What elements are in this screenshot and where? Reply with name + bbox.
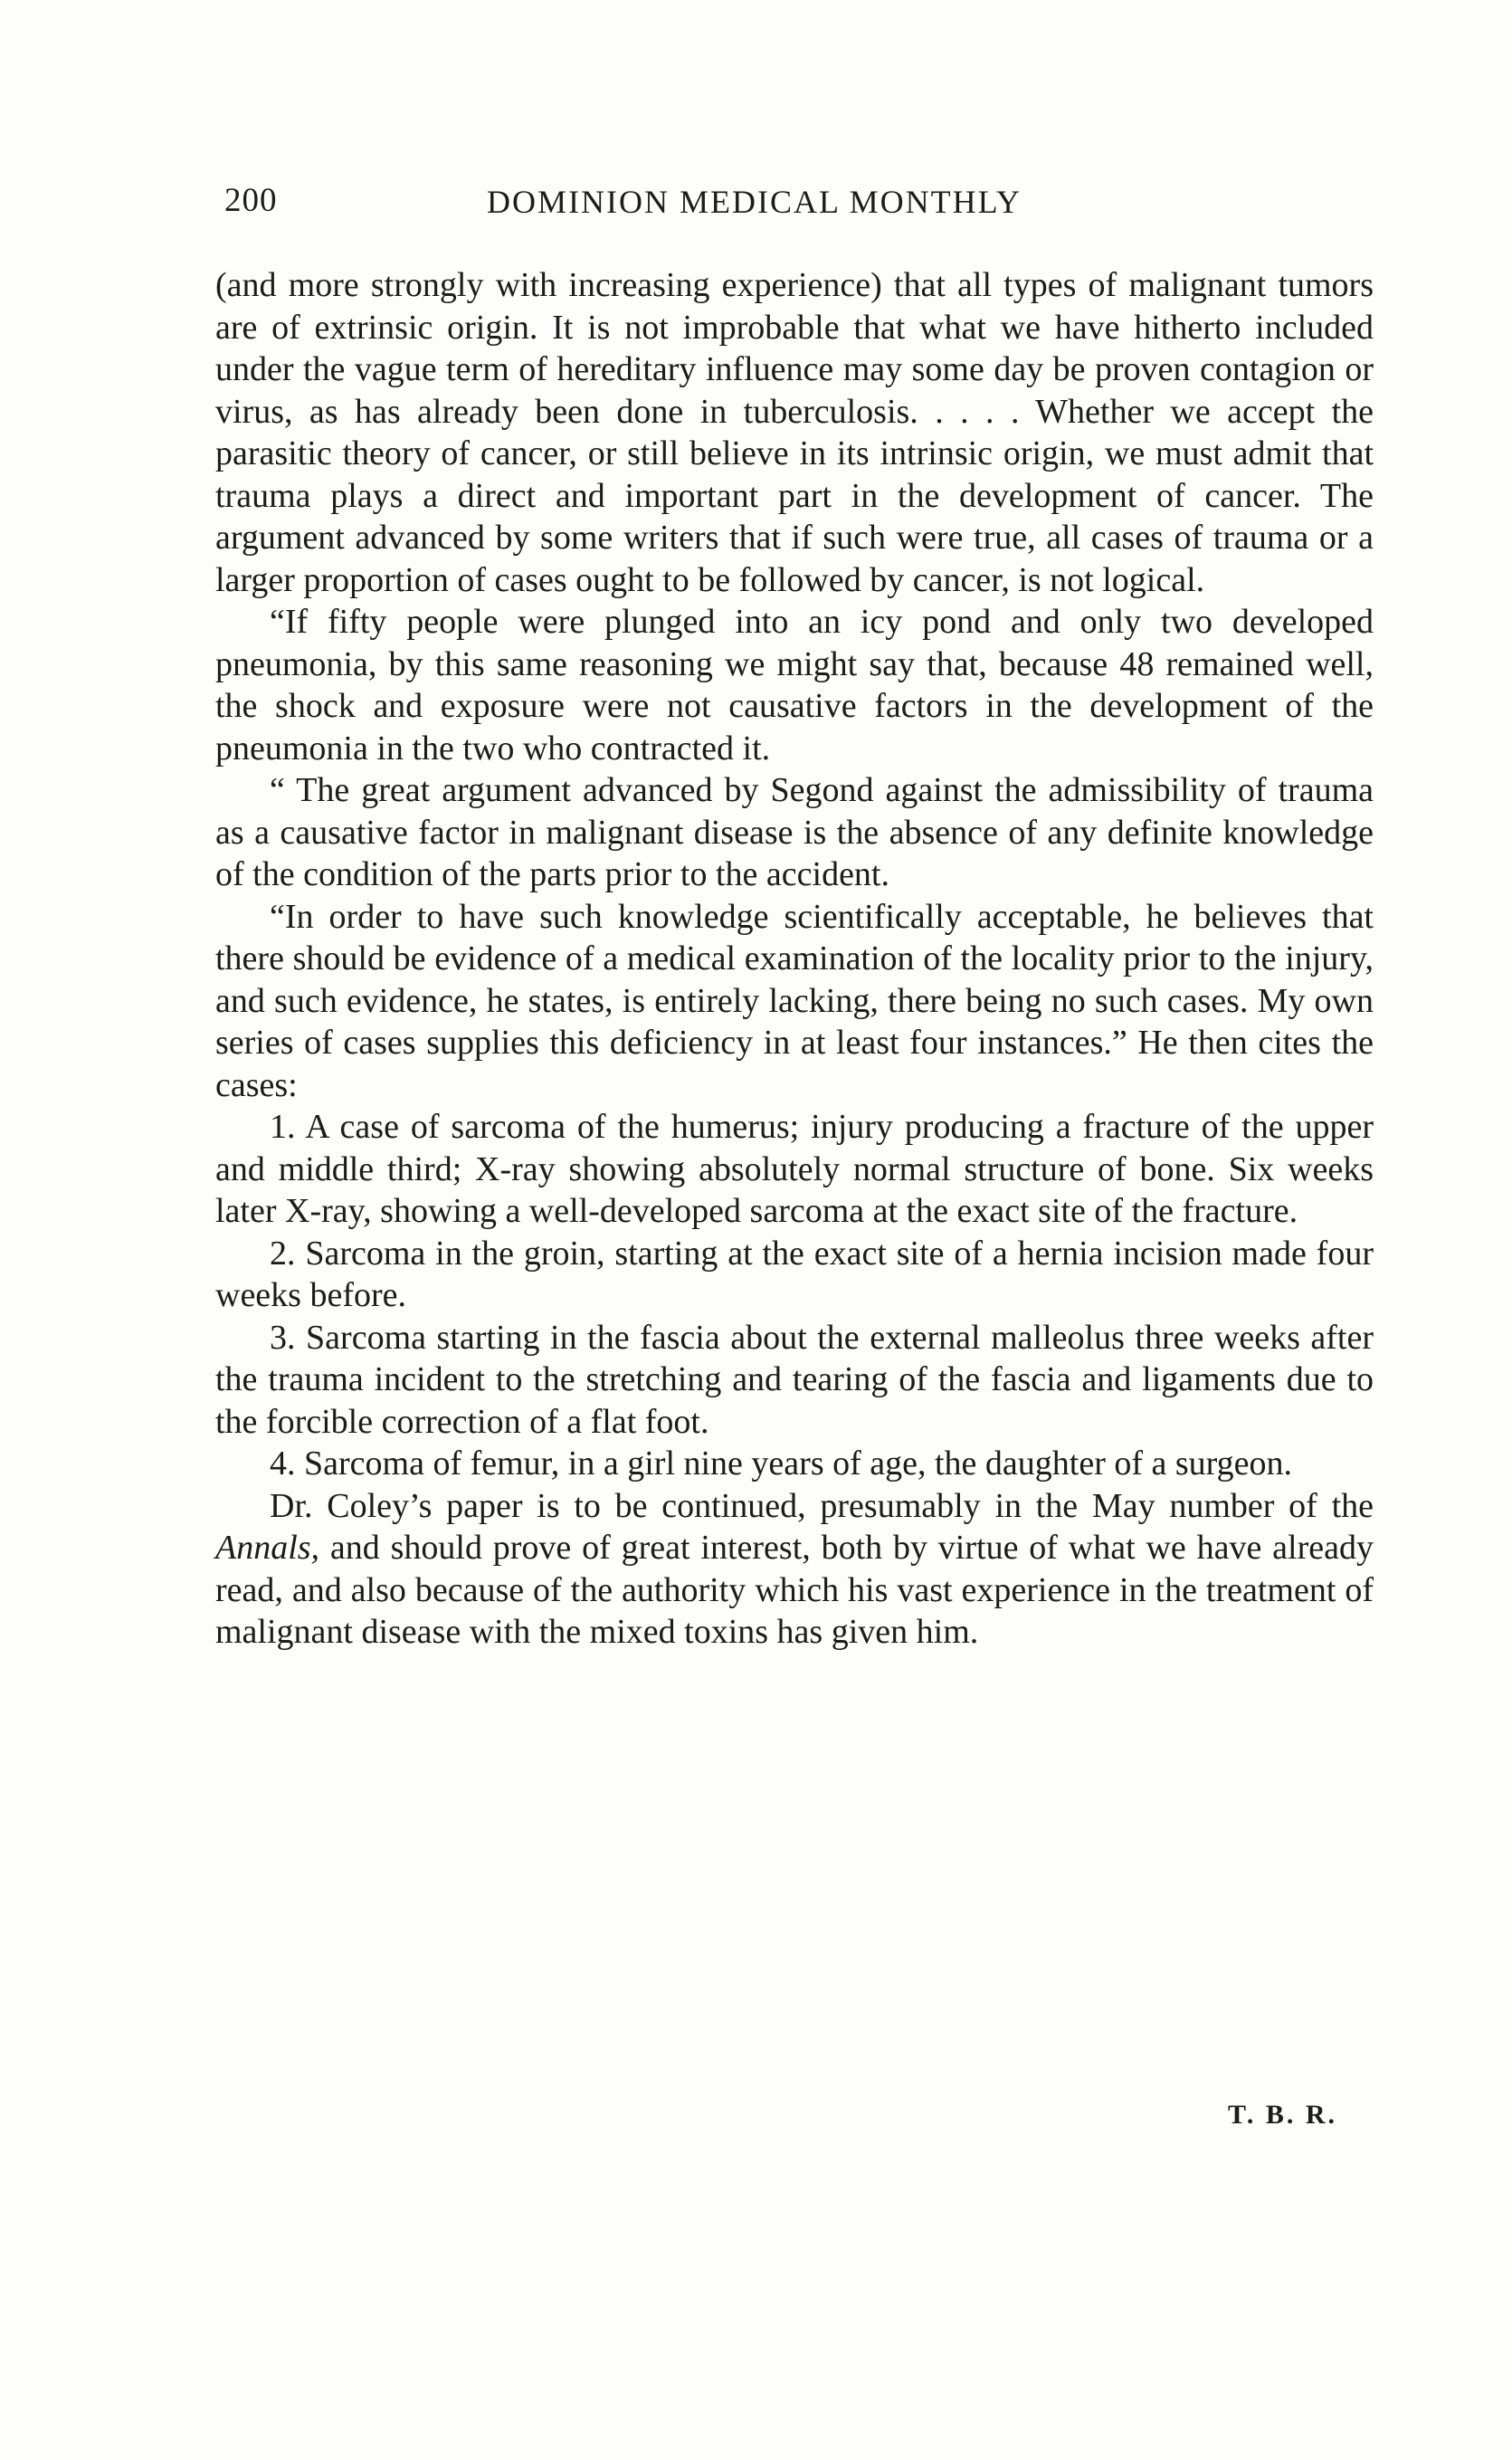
- case-item-2: 2. Sarcoma in the groin, starting at the exact site of a hernia incision made four weeks before.: [215, 1234, 1374, 1314]
- running-title: DOMINION MEDICAL MONTHLY: [487, 184, 1022, 220]
- journal-name: Annals,: [215, 1529, 320, 1567]
- paragraph-segond-argument: “ The great argument advanced by Segond against the admissibility of trauma as a causative factor in malignant disease is the absence of any definite knowledge of the condition of the parts prior to the accident.: [215, 771, 1374, 893]
- case-item-3: 3. Sarcoma starting in the fascia about the external malleolus three weeks after the trauma incident to the stretching and tearing of the fascia and ligaments due to the forcible correction of a flat foot.: [215, 1318, 1374, 1441]
- conclusion-text-end: and should prove of great interest, both by virtue of what we have already read, and also because of the authority which his vast experience in the treatment of malignant disease with the mixed toxins has given him.: [215, 1529, 1374, 1651]
- paragraph-continuation: (and more strongly with increasing experience) that all types of malignant tumors are of extrinsic origin. It is not improbable that what we have hitherto included under the vague term of hereditary influence may some day be proven contagion or virus, as has already been done in tuberculosis. . . . . Whether we accept the parasitic theory of cancer, or still believe in its intrinsic origin, we must admit that trauma plays a direct and important part in the development of cancer. The argument advanced by some writers that if such were true, all cases of trauma or a larger proportion of cases ought to be followed by cancer, is not logical.: [215, 266, 1374, 599]
- case-item-4: 4. Sarcoma of femur, in a girl nine years of age, the daughter of a surgeon.: [270, 1445, 1292, 1483]
- paragraph-conclusion: [215, 1485, 1374, 1654]
- page-number: 200: [224, 182, 278, 219]
- conclusion-text-start: Dr. Coley’s paper is to be continued, presumably in the May number of the: [270, 1486, 1374, 1525]
- case-item-1: 1. A case of sarcoma of the humerus; injury producing a fracture of the upper and middle third; X-ray showing absolutely normal structure of bone. Six weeks later X-ray, showing a well-developed sarcoma at the exact site of the fracture.: [215, 1108, 1374, 1230]
- paragraph-knowledge-requirement: “In order to have such knowledge scientifically acceptable, he believes that there should be evidence of a medical examination of the locality prior to the injury, and such evidence, he states, is entirely lacking, there being no such cases. My own series of cases supplies this deficiency in at least four instances.” He then cites the cases:: [215, 897, 1374, 1104]
- author-initials: T. B. R.: [1228, 2100, 1337, 2130]
- article-body: [215, 264, 1374, 1654]
- paragraph-pneumonia-analogy: “If fifty people were plunged into an icy pond and only two developed pneumonia, by this same reasoning we might say that, because 48 remained well, the shock and exposure were not causative factors in the development of the pneumonia in the two who contracted it.: [215, 603, 1374, 768]
- page-header: [215, 181, 1374, 226]
